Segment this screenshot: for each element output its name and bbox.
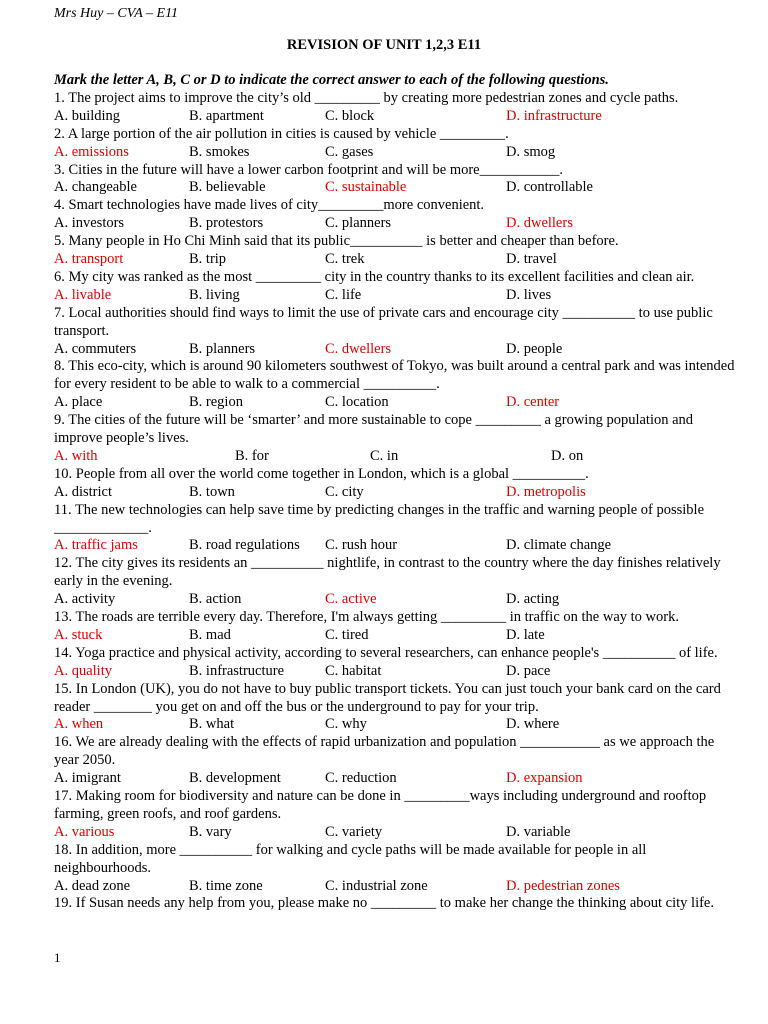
answer-options — [54, 770, 738, 788]
correct-answer-option: A. livable — [54, 286, 112, 303]
answer-option: A. dead zone — [54, 877, 131, 894]
question-item — [54, 358, 738, 412]
question-text: 9. The cities of the future will be ‘smarter’ and more sustainable to cope _________ a growing population and improve people’s lives. — [54, 412, 694, 446]
answer-option: C. block — [325, 107, 375, 124]
instruction-text: Mark the letter A, B, C or D to indicate the correct answer to each of the following questions. — [54, 72, 609, 88]
correct-answer-option: A. transport — [54, 251, 124, 267]
question-text: 11. The new technologies can help save time by predicting changes in the traffic and warning people of possible _____________. — [54, 501, 705, 536]
answer-options — [54, 144, 738, 162]
answer-options — [54, 824, 738, 842]
question-text: 19. If Susan needs any help from you, please make no _________ to make her change the thinking about city life. — [54, 895, 714, 912]
answer-option: B. what — [189, 716, 235, 733]
answer-options — [54, 215, 738, 233]
question-item — [54, 233, 738, 269]
correct-answer-option: A. various — [54, 823, 115, 840]
answer-option: A. commuters — [54, 340, 137, 357]
answer-option: B. time zone — [189, 877, 263, 894]
correct-answer-option: A. quality — [54, 662, 112, 679]
answer-option: C. why — [325, 716, 367, 733]
question-item — [54, 842, 738, 896]
answer-option: C. life — [325, 286, 362, 303]
answer-option: C. gases — [325, 143, 374, 160]
correct-answer-option: A. emissions — [54, 143, 129, 160]
answer-options — [54, 484, 738, 502]
question-item — [54, 788, 738, 842]
question-text: 1. The project aims to improve the city’s old _________ by creating more pedestrian zones and cycle paths. — [54, 89, 679, 106]
correct-answer-option: A. with — [54, 447, 98, 464]
page-number: 1 — [54, 950, 61, 965]
answer-option: A. activity — [54, 591, 116, 608]
question-item — [54, 895, 738, 913]
correct-answer-option: A. traffic jams — [54, 537, 138, 554]
answer-option: C. industrial zone — [325, 877, 428, 894]
answer-option: D. late — [506, 626, 545, 643]
answer-option: D. controllable — [506, 179, 593, 196]
answer-option: B. region — [189, 394, 243, 411]
answer-option: D. variable — [506, 823, 571, 840]
question-text: 4. Smart technologies have made lives of city_________more convenient. — [54, 197, 485, 214]
document-title: REVISION OF UNIT 1,2,3 E11 — [286, 37, 482, 53]
question-item — [54, 162, 738, 198]
answer-option: A. changeable — [54, 179, 137, 196]
question-item — [54, 681, 738, 735]
answer-options — [54, 591, 738, 609]
answer-option: D. smog — [506, 143, 556, 160]
question-list — [54, 90, 738, 913]
answer-option: B. smokes — [189, 143, 250, 160]
answer-options — [54, 341, 738, 359]
answer-option: C. reduction — [325, 770, 397, 787]
answer-options — [54, 663, 738, 681]
answer-options — [54, 287, 738, 305]
answer-option: A. district — [54, 483, 112, 500]
question-text: 8. This eco-city, which is around 90 kilometers southwest of Tokyo, was built around a central park and was intended for every resident to be able to walk to a commercial __________. — [54, 358, 735, 393]
answer-option: C. city — [325, 483, 364, 500]
answer-option: B. vary — [189, 823, 232, 840]
answer-option: A. imigrant — [54, 770, 121, 787]
question-text: 7. Local authorities should find ways to limit the use of private cars and encourage city __________ to use public transport. — [54, 304, 713, 339]
answer-option: C. variety — [325, 823, 383, 840]
question-text: 2. A large portion of the air pollution in cities is caused by vehicle _________. — [54, 125, 509, 142]
answer-option: B. development — [189, 770, 281, 787]
question-text: 15. In London (UK), you do not have to buy public transport tickets. You can just touch your bank card on the card reader ________ you get on and off the bus or the underground to pay for your trip. — [54, 680, 721, 715]
answer-options — [54, 878, 738, 896]
answer-option: A. place — [54, 394, 103, 411]
answer-option: D. lives — [506, 286, 552, 303]
answer-option: B. mad — [189, 626, 231, 643]
correct-answer-option: D. metropolis — [506, 483, 586, 500]
answer-option: D. on — [551, 447, 584, 464]
correct-answer-option: D. center — [506, 394, 560, 411]
correct-answer-option: A. when — [54, 716, 104, 733]
question-item — [54, 734, 738, 788]
answer-option: C. rush hour — [325, 537, 398, 554]
answer-option: C. in — [370, 447, 399, 464]
answer-option: D. where — [506, 716, 560, 733]
correct-answer-option: D. infrastructure — [506, 107, 602, 124]
question-text: 18. In addition, more __________ for walking and cycle paths will be made available for people in all neighbourhoods. — [54, 841, 647, 876]
answer-option: B. trip — [189, 251, 227, 267]
correct-answer-option: D. dwellers — [506, 215, 573, 232]
answer-options — [54, 251, 738, 269]
answer-option: C. habitat — [325, 662, 382, 679]
question-text: 10. People from all over the world come together in London, which is a global __________. — [54, 465, 589, 482]
question-item — [54, 645, 738, 681]
correct-answer-option: C. active — [325, 591, 377, 608]
question-item — [54, 609, 738, 645]
correct-answer-option: A. stuck — [54, 626, 103, 643]
answer-option: B. apartment — [189, 107, 264, 124]
answer-option: B. action — [189, 591, 242, 608]
question-text: 12. The city gives its residents an __________ nightlife, in contrast to the country where the day finishes relatively early in the evening. — [54, 555, 721, 590]
answer-option: B. for — [235, 447, 269, 464]
worksheet-body — [54, 72, 738, 913]
question-item — [54, 502, 738, 556]
question-text: 16. We are already dealing with the effects of rapid urbanization and population ___________ as we approach the year 2050. — [54, 734, 715, 769]
question-text: 5. Many people in Ho Chi Minh said that its public__________ is better and cheaper than before. — [54, 233, 619, 250]
question-item — [54, 412, 738, 466]
question-text: 13. The roads are terrible every day. Therefore, I'm always getting _________ in traffic on the way to work. — [54, 609, 679, 625]
answer-option: B. road regulations — [189, 537, 300, 554]
answer-options — [54, 448, 738, 466]
answer-option: B. planners — [189, 340, 256, 357]
answer-option: D. acting — [506, 591, 560, 608]
question-item — [54, 305, 738, 359]
question-text: 17. Making room for biodiversity and nature can be done in _________ways including underground and rooftop farming, green roofs, and roof gardens. — [54, 788, 707, 822]
question-item — [54, 555, 738, 609]
answer-options — [54, 716, 738, 734]
answer-option: D. people — [506, 340, 563, 357]
answer-option: D. travel — [506, 251, 557, 267]
question-item — [54, 269, 738, 305]
answer-option: B. living — [189, 286, 240, 303]
answer-option: B. protestors — [189, 215, 264, 232]
answer-option: C. location — [325, 394, 389, 411]
answer-option: A. investors — [54, 215, 125, 232]
answer-options — [54, 627, 738, 645]
question-item — [54, 466, 738, 502]
document-header: Mrs Huy – CVA – E11 — [54, 6, 179, 21]
answer-options — [54, 394, 738, 412]
answer-option: C. planners — [325, 215, 392, 232]
answer-option: C. tired — [325, 626, 369, 643]
answer-option: B. town — [189, 483, 235, 500]
question-item — [54, 126, 738, 162]
question-item — [54, 90, 738, 126]
correct-answer-option: C. dwellers — [325, 340, 392, 357]
answer-option: D. pace — [506, 662, 551, 679]
correct-answer-option: D. expansion — [506, 770, 583, 787]
question-text: 14. Yoga practice and physical activity, according to several researchers, can enhance people's __________ of life. — [54, 644, 718, 661]
answer-option: B. infrastructure — [189, 662, 285, 679]
answer-option: C. trek — [325, 251, 365, 267]
answer-option: A. building — [54, 107, 121, 124]
answer-option: D. climate change — [506, 537, 612, 554]
answer-option: B. believable — [189, 179, 266, 196]
answer-options — [54, 537, 738, 555]
answer-options — [54, 108, 738, 126]
question-item — [54, 197, 738, 233]
correct-answer-option: C. sustainable — [325, 179, 407, 196]
question-text: 6. My city was ranked as the most _________ city in the country thanks to its excellent facilities and clean air. — [54, 268, 695, 285]
question-text: 3. Cities in the future will have a lower carbon footprint and will be more___________. — [54, 161, 563, 178]
answer-options — [54, 179, 738, 197]
correct-answer-option: D. pedestrian zones — [506, 877, 620, 894]
